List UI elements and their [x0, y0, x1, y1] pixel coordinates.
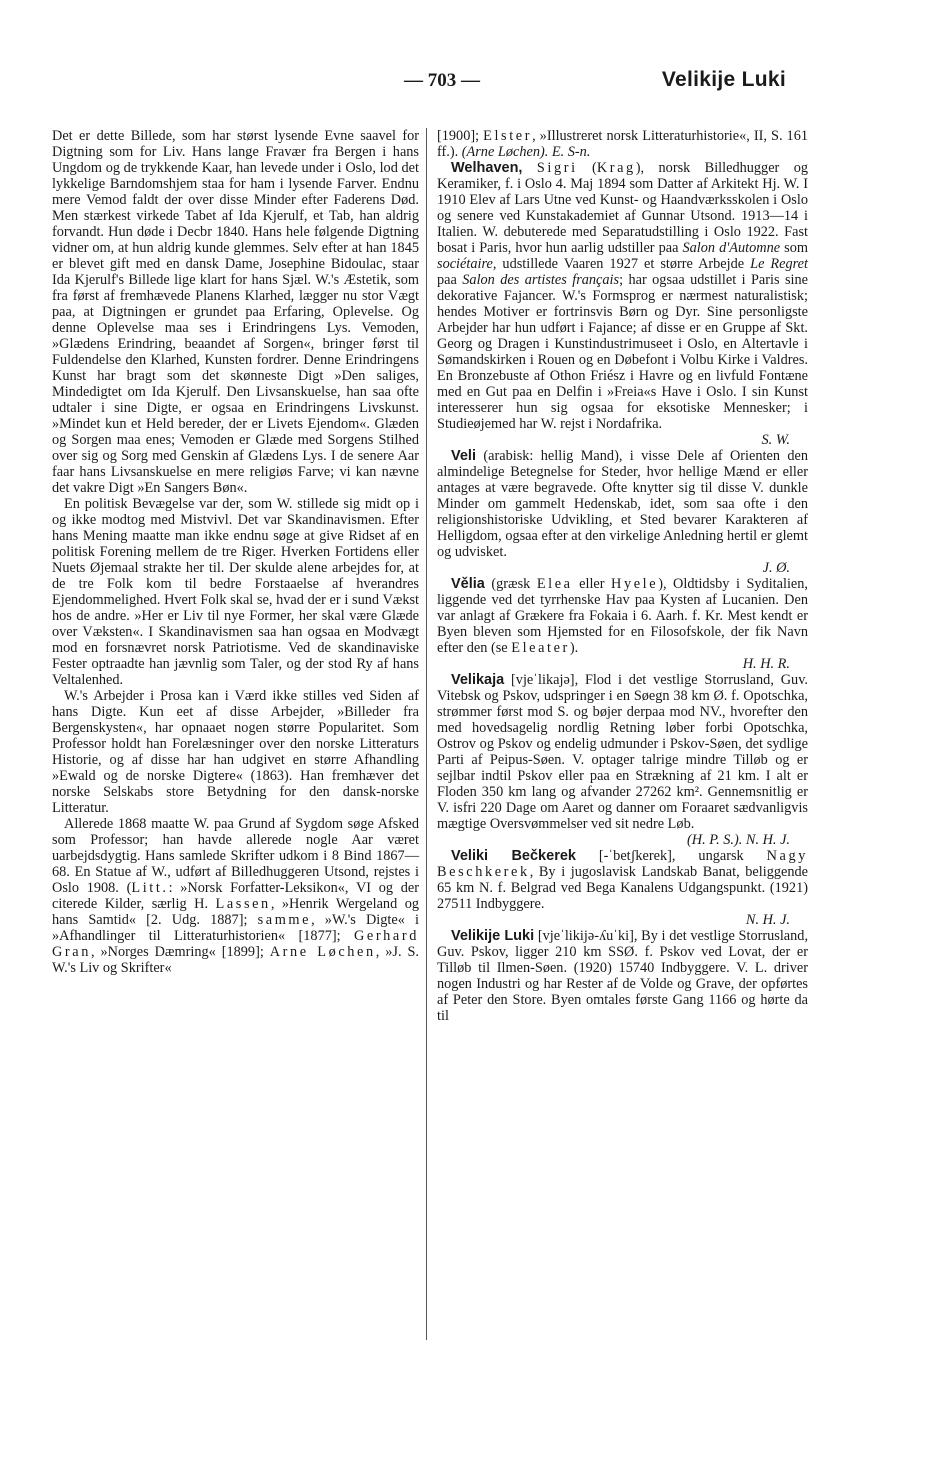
text-run: , »Illustreret norsk Litteraturhistorie«, II, S. 161 ff.). — [437, 128, 808, 160]
text-run-spaced: Sigri — [536, 160, 578, 176]
text-run-spaced: Krag — [596, 160, 636, 176]
text-run-spaced: Gerhard Gran — [52, 928, 419, 960]
text-run: [1900]; — [437, 128, 484, 144]
text-run-spaced: Eleater — [511, 640, 570, 656]
headword: Vělia — [451, 576, 485, 592]
text-run-spaced: Arne Løchen — [269, 944, 376, 960]
text-run: , »Norges Dæmring« [1899]; — [90, 944, 270, 960]
paragraph: Det er dette Billede, som har størst lysende Evne saavel for Digtning som for Liv. Hans lange Fravær fra Bergen i hans Ungdom og de trykkende Kaar, han levede under i Oslo, lod det lykkelige Barndomshjem staa for ham i lysende Farver. Endnu mere Vemod faldt der over disse Minder efter Faderens Død. Men stærkest virkede Tabet af Ida Kjerulf, et Tab, han aldrig forvandt. Hun døde i Decbr 1840. Hans hele følgende Digtning vidner om, at hun aldrig kunde glemmes. Selv efter at han 1845 er blevet gift med en dansk Dame, Josephine Bidoulac, staar Ida Kjerulf's Billede lige klart for hans Sjæl. W.'s Æstetik, som fra først af fremhævede Planens Klarhed, lægger nu stor Vægt paa, at Digtningen er grundet paa Erfaring, Oplevelse. Og denne Oplevelse maa ses i Erindringens Lys. Vemoden, »Glædens Erindring, beaandet af Sorgen«, bringer først til Fuldendelse den Klarhed, Kunsten fordrer. Denne Erindringens Kunst har bragt som det skønneste Digt »Den saliges, Mindedigtet om Ida Kjerulf. Den Livsanskuelse, han saa ofte udtaler i sine Digte, er ogsaa en Erindringens Livskunst. »Mindet kun et Held bereder, der er Livets Ejendom«. Glæden og Sorgen maa enes; Vemoden er Glæde med Sorgens Stilhed over sig og Sorg med Genskin af Glædens Lys. I de senere Aar faar hans Livsanskuelse en mere religiøs Farve; vi kan nævne det vakre Digt »En Sangers Bøn«. — [52, 128, 419, 496]
headword: Velikije Luki — [451, 928, 535, 944]
text-run: : »Norsk Forfatter-Leksikon«, VI og der citerede Kilder, særlig H. — [52, 880, 419, 912]
entry-velikije-luki — [437, 928, 808, 1024]
right-column — [437, 128, 808, 1024]
text-run: , »J. S. W.'s Liv og Skrifter« — [52, 944, 419, 976]
text-run-spaced: Litt. — [131, 880, 169, 896]
text-run-spaced: Lassen — [215, 896, 271, 912]
text-run-spaced: Nagy Beschkerek — [437, 848, 808, 880]
italic-run: Salon d'Automne — [682, 240, 781, 256]
italic-run: Le Regret — [750, 256, 808, 272]
text-run: ). — [569, 640, 579, 656]
signature: S. W. — [761, 432, 790, 448]
text-run: , udstillede Vaaren 1927 et større Arbejde — [492, 256, 751, 272]
paragraph: W.'s Arbejder i Prosa kan i Værd ikke stilles ved Siden af hans Digte. Kun eet af disse Arbejder, »Billeder fra Bergenskysten«, har opnaaet nogen større Popularitet. Som Professor holdt han Forelæsninger over den norske Litteraturs Historie, og af disse har han udgivet en større Afhandling »Ewald og de norske Digtere« (1863). Han fremhæver det norske Selskabs store Betydning for den dansk-norske Litteratur. — [52, 688, 419, 816]
text-run: eller — [572, 576, 612, 592]
text-run: , By i det vestlige Storrusland, Guv. Pskov, ligger 210 km SSØ. f. Pskov ved Lovat, der er Tilløb til Ilmen-Søen. (1920) 15740 Indbyggere. V. L. driver nogen Industri og har Rester af de Volde og Grave, der opførtes af Peter den Store. Byen omtales første Gang 1166 og hørte da til — [437, 928, 809, 1024]
entry-velia — [437, 576, 808, 672]
pronunciation: [vjeˈlikijə-ʎuˈki] — [537, 928, 634, 944]
text-run: , ungarsk — [671, 848, 767, 864]
headword: Veliki Bečkerek — [451, 848, 576, 864]
pronunciation: [-ˈbetʃkerek] — [598, 848, 672, 864]
column-divider — [426, 128, 427, 1340]
signature: (Arne Løchen). E. S-n. — [461, 144, 591, 160]
text-run: ; har ogsaa udstillet i Paris sine dekorative Fajancer. W.'s Formsprog er nærmest naturalistisk; hendes Motiver er fortrinsvis Børn og Dyr. Sine personligste Arbejder har hun udført i Fajance; af disse er en Gruppe af Skt. Georg og Dragen i Kunstindustrimuseet i Oslo, en Altertavle i Sømandskirken i Rouen og en Døbefont i Volbu Kirke i Valdres. En Bronzebuste af Othon Friész i Havre og en livfuld Fontæne med en Gut paa en Delfin i »Freia«s Have i Oslo. I sin Kunst interesserer hun sig ogsaa for eksotiske Mennesker; i Studieøjemed har W. rejst i Nordafrika. — [437, 272, 809, 432]
signature: N. H. J. — [745, 912, 790, 928]
italic-run: sociétaire — [437, 256, 493, 272]
entry-velikaja — [437, 672, 808, 848]
text-run: Allerede 1868 maatte W. paa Grund af Sygdom søge Afsked som Professor; han havde allerede nogle Aar været uarbejdsdygtig. Hans samlede Skrifter udkom i 8 Bind 1867—68. En Statue af W., udført af Billedhuggeren Utsond, rejstes i Oslo 1908. ( — [52, 816, 419, 896]
text-run: paa — [437, 272, 463, 288]
headword: Veli — [451, 448, 476, 464]
text-run-spaced: Elster — [483, 128, 533, 144]
text-run: , »W.'s Digte« i »Afhandlinger til Litteraturhistorien« [1877]; — [52, 912, 419, 944]
signature: J. Ø. — [762, 560, 790, 576]
page-number: — 703 — — [404, 70, 480, 91]
entry-veliki-beckerek — [437, 848, 808, 928]
text-run: (arabisk: hellig Mand), i visse Dele af Orienten den almindelige Betegnelse for Steder, hvor hellige Mænd er eller antages at være begravede. Ofte knytter sig til disse V. dunkle Minder om gammelt Hedenskab, idet, som saa ofte i den religionshistoriske Udvikling, et Sted bevarer Karakteren af Helligdom, ogsaa efter at den virkelige Anledning hertil er glemt og udvisket. — [437, 448, 808, 560]
text-run: , By i jugoslavisk Landskab Banat, beliggende 65 km N. f. Belgrad ved Bega Kanalens Udgangspunkt. (1921) 27511 Indbyggere. — [437, 864, 808, 912]
text-run: , Flod i det vestlige Storrusland, Guv. Vitebsk og Pskov, udspringer i en Søegn 38 km Ø. f. Opotschka, strømmer først mod S. og bøjer derpaa mod NV., hvorefter den med hovedsagelig nordlig Retning løber forbi Opotschka, Ostrov og Pskov og endelig udmunder i Pskov-Søen, det sydlige Parti af Peipus-Søen. V. optager talrige mindre Tilløb og er sejlbar indtil Pskov eller paa en Strækning af 21 km. I alt er Floden 350 km lang og afvander 27262 km². Gennemsnitlig er V. isfri 220 Dage om Aaret og danner om Foraaret sædvanligvis mægtige Oversvømmelser ved sit nedre Løb. — [437, 672, 808, 832]
paragraph-literature — [52, 816, 419, 976]
italic-run: Salon des artistes français — [462, 272, 620, 288]
signature: H. H. R. — [742, 656, 790, 672]
headword: Velikaja — [451, 672, 505, 688]
text-run-spaced: Hyele — [611, 576, 659, 592]
page-header — [0, 70, 928, 100]
text-run: som — [780, 240, 808, 256]
pronunciation: [vjeˈlikajə] — [511, 672, 575, 688]
entry-continuation — [437, 128, 808, 160]
signature: (H. P. S.). N. H. J. — [687, 832, 790, 848]
left-column — [52, 128, 419, 976]
entry-veli — [437, 448, 808, 576]
text-run: ), Oldtidsby i Syditalien, liggende ved det tyrrhenske Hav paa Kysten af Lucanien. Den var anlagt af Grækere fra Fokaia i 6. Aarh. f. Kr. Mest kendt er Byen bleven som Hjemsted for en Filosofskole, der fik Navn efter den (se — [437, 576, 808, 656]
text-run: ), norsk Billedhugger og Keramiker, f. i Oslo 4. Maj 1894 som Datter af Arkitekt Hj. W. I 1910 Elev af Lars Utne ved Kunst- og Haandværksskolen i Oslo og senere ved Kunstakademiet af Gunnar Utsond. 1913—14 i Italien. W. debuterede med Separatudstilling i Oslo 1922. Fast bosat i Paris, hvor hun aarlig udstiller paa — [437, 160, 808, 256]
entry-welhaven: Welhaven, Sigri (Krag), norsk Billedhugger og Keramiker, f. i Oslo 4. Maj 1894 som Datter af Arkitekt Hj. W. I 1910 Elev af Lars Utne ved Kunst- og Haandværksskolen i Oslo og senere ved Kunstakademiet af Gunnar Utsond. 1913—14 i Italien. W. debuterede med Separatudstilling i Oslo 1922. Fast bosat i Paris, hvor hun aarlig udstiller paa Salon d'Automne som sociétaire, udstillede Vaaren 1927 et større Arbejde Le Regret paa Salon des artistes français; har ogsaa udstillet i Paris sine dekorative Fajancer. W.'s Formsprog er nærmest naturalistisk; hendes Motiver er fortrinsvis Børn og Dyr. Sine personligste Arbejder har hun udført i Fajance; af disse er en Gruppe af Skt. Georg og Dragen i Kunstindustrimuseet i Oslo, en Altertavle i Sømandskirken i Rouen og en Døbefont i Volbu Kirke i Valdres. En Bronzebuste af Othon Friész i Havre og en livfuld Fontæne med en Gut paa en Delfin i »Freia«s Have i Oslo. I sin Kunst interesserer hun sig ogsaa for eksotiske Mennesker; i Studieøjemed har W. rejst i Nordafrika. S. W. — [437, 160, 809, 448]
text-run-spaced: samme — [257, 912, 312, 928]
headword: Welhaven, — [451, 160, 523, 176]
text-run: (græsk — [484, 576, 537, 592]
text-run: , »Henrik Wergeland og hans Samtid« [2. Udg. 1887]; — [52, 896, 419, 928]
text-run-spaced: Elea — [536, 576, 573, 592]
paragraph: En politisk Bevægelse var der, som W. stillede sig midt op i og ikke modtog med Mistvivl. Det var Skandinavismen. Efter hans Mening maatte man ikke endnu søge at give Ridset af en politisk Forening mellem de tre Riger. Hverken Fortidens eller Nuets Øjemaal strakte her til. Der skulde alene arbejdes for, at de tre Folk kom til bedre Forstaaelse af hverandres Ejendommelighed. Hvert Folk skal se, hvad der er i sund Vækst hos de andre. »Her er Liv til nye Former, her skal være Glæde over Væksten«. I Skandinavismen saa han ogsaa en Modvægt mod en forsnævret norsk Patriotisme. Ved de skandinaviske Fester optraadte han jævnlig som Taler, og der stod Ry af hans Veltalenhed. — [52, 496, 419, 688]
running-head: Velikije Luki — [661, 68, 786, 91]
